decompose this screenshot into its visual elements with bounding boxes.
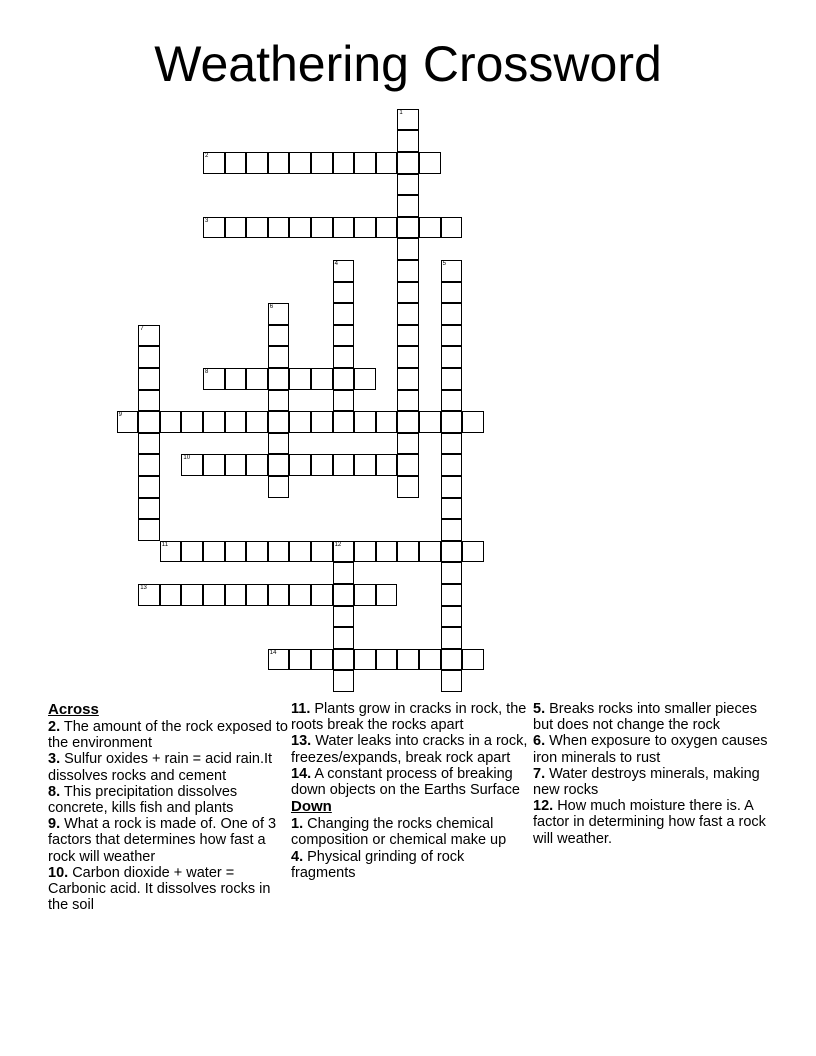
grid-cell[interactable] <box>333 282 355 304</box>
clue-number: 7. <box>533 765 546 782</box>
grid-cell[interactable] <box>397 476 419 498</box>
grid-cell[interactable] <box>354 368 376 390</box>
grid-cell[interactable] <box>397 454 419 476</box>
grid-cell[interactable] <box>225 152 247 174</box>
clue-number: 12. <box>533 798 554 815</box>
grid-cell[interactable] <box>333 260 355 282</box>
cell-number: 5 <box>442 261 446 267</box>
grid-cell[interactable] <box>333 411 355 433</box>
grid-cell[interactable] <box>268 649 290 671</box>
grid-cell[interactable] <box>397 238 419 260</box>
grid-cell[interactable] <box>311 217 333 239</box>
clue-down-1 <box>291 816 531 848</box>
grid-cell[interactable] <box>225 368 247 390</box>
grid-cell[interactable] <box>397 433 419 455</box>
grid-cell[interactable] <box>311 368 333 390</box>
grid-cell[interactable] <box>333 541 355 563</box>
cell-number: 4 <box>334 261 338 267</box>
clue-down-5 <box>533 701 773 733</box>
grid-cell[interactable] <box>225 217 247 239</box>
grid-cell[interactable] <box>397 282 419 304</box>
grid-cell[interactable] <box>117 411 139 433</box>
grid-cell[interactable] <box>441 562 463 584</box>
grid-cell[interactable] <box>397 260 419 282</box>
grid-cell[interactable] <box>225 454 247 476</box>
grid-cell[interactable] <box>268 411 290 433</box>
grid-cell[interactable] <box>354 649 376 671</box>
grid-cell[interactable] <box>441 584 463 606</box>
grid-cell[interactable] <box>441 390 463 412</box>
grid-cell[interactable] <box>419 217 441 239</box>
clue-number: 5. <box>533 701 546 717</box>
clue-text: This precipitation dissolves concrete, kills fish and plants <box>48 783 238 817</box>
clue-down-4 <box>291 849 531 881</box>
clue-text: What a rock is made of. One of 3 factors that determines how fast a rock will weather <box>48 816 277 865</box>
clue-number: 6. <box>533 733 546 750</box>
grid-cell[interactable] <box>441 476 463 498</box>
cell-number: 8 <box>205 369 209 375</box>
grid-cell[interactable] <box>289 152 311 174</box>
clue-number: 1. <box>291 816 304 833</box>
grid-cell[interactable] <box>138 325 160 347</box>
grid-cell[interactable] <box>246 584 268 606</box>
cell-number: 11 <box>161 541 169 548</box>
grid-cell[interactable] <box>203 368 225 390</box>
grid-cell[interactable] <box>203 217 225 239</box>
grid-cell[interactable] <box>441 649 463 671</box>
grid-cell[interactable] <box>397 217 419 239</box>
grid-cell[interactable] <box>268 346 290 368</box>
grid-cell[interactable] <box>376 584 398 606</box>
clue-down-6 <box>533 733 773 765</box>
grid-cell[interactable] <box>138 411 160 433</box>
grid-cell[interactable] <box>419 541 441 563</box>
grid-cell[interactable] <box>441 670 463 692</box>
page-title: Weathering Crossword <box>154 36 662 92</box>
grid-cell[interactable] <box>333 584 355 606</box>
clue-down-7 <box>533 766 773 798</box>
grid-cell[interactable] <box>441 260 463 282</box>
clue-across-8 <box>48 784 288 816</box>
clue-text: Physical grinding of rock fragments <box>291 848 465 881</box>
cell-number: 13 <box>140 585 147 591</box>
grid-cell[interactable] <box>203 152 225 174</box>
grid-cell[interactable] <box>311 584 333 606</box>
grid-cell[interactable] <box>268 454 290 476</box>
clue-text: Water destroys minerals, making new rocks <box>533 765 760 799</box>
grid-cell[interactable] <box>311 649 333 671</box>
grid-cell[interactable] <box>203 541 225 563</box>
grid-cell[interactable] <box>397 325 419 347</box>
grid-cell[interactable] <box>203 454 225 476</box>
grid-cell[interactable] <box>397 368 419 390</box>
grid-cell[interactable] <box>354 152 376 174</box>
grid-cell[interactable] <box>397 346 419 368</box>
clue-text: Plants grow in cracks in rock, the roots break the rocks apart <box>291 701 527 734</box>
grid-cell[interactable] <box>462 649 484 671</box>
clue-across-2 <box>48 719 288 751</box>
grid-cell[interactable] <box>311 541 333 563</box>
grid-cell[interactable] <box>441 606 463 628</box>
grid-cell[interactable] <box>268 217 290 239</box>
grid-cell[interactable] <box>225 584 247 606</box>
grid-cell[interactable] <box>225 541 247 563</box>
grid-cell[interactable] <box>376 454 398 476</box>
grid-cell[interactable] <box>397 109 419 131</box>
grid-cell[interactable] <box>246 411 268 433</box>
clue-across-9 <box>48 816 288 865</box>
grid-cell[interactable] <box>441 454 463 476</box>
grid-cell[interactable] <box>181 541 203 563</box>
grid-cell[interactable] <box>246 217 268 239</box>
grid-cell[interactable] <box>441 411 463 433</box>
clue-down-12 <box>533 798 773 847</box>
grid-cell[interactable] <box>333 152 355 174</box>
clue-text: A constant process of breaking down objects on the Earths Surface <box>291 765 520 799</box>
grid-cell[interactable] <box>311 454 333 476</box>
grid-cell[interactable] <box>138 433 160 455</box>
clue-text: When exposure to oxygen causes iron minerals to rust <box>533 733 768 766</box>
grid-cell[interactable] <box>289 454 311 476</box>
grid-cell[interactable] <box>397 174 419 196</box>
grid-cell[interactable] <box>268 390 290 412</box>
grid-cell[interactable] <box>354 584 376 606</box>
middle-clues-column <box>291 701 531 881</box>
clue-number: 13. <box>291 733 312 750</box>
grid-cell[interactable] <box>333 346 355 368</box>
grid-cell[interactable] <box>289 217 311 239</box>
grid-cell[interactable] <box>138 519 160 541</box>
grid-cell[interactable] <box>354 541 376 563</box>
grid-cell[interactable] <box>333 368 355 390</box>
grid-cell[interactable] <box>181 411 203 433</box>
grid-cell[interactable] <box>333 606 355 628</box>
grid-cell[interactable] <box>441 346 463 368</box>
clue-across-13 <box>291 733 531 765</box>
grid-cell[interactable] <box>268 541 290 563</box>
grid-cell[interactable] <box>160 411 182 433</box>
grid-cell[interactable] <box>289 649 311 671</box>
grid-cell[interactable] <box>289 541 311 563</box>
grid-cell[interactable] <box>333 649 355 671</box>
grid-cell[interactable] <box>289 584 311 606</box>
grid-cell[interactable] <box>246 152 268 174</box>
grid-cell[interactable] <box>376 217 398 239</box>
grid-cell[interactable] <box>441 368 463 390</box>
clue-number: 2. <box>48 719 61 735</box>
clue-across-11 <box>291 701 531 733</box>
grid-cell[interactable] <box>441 541 463 563</box>
grid-cell[interactable] <box>138 454 160 476</box>
grid-cell[interactable] <box>441 282 463 304</box>
grid-cell[interactable] <box>397 195 419 217</box>
grid-cell[interactable] <box>311 411 333 433</box>
grid-cell[interactable] <box>397 411 419 433</box>
grid-cell[interactable] <box>333 562 355 584</box>
grid-cell[interactable] <box>333 303 355 325</box>
grid-cell[interactable] <box>376 649 398 671</box>
grid-cell[interactable] <box>441 627 463 649</box>
grid-cell[interactable] <box>268 152 290 174</box>
cell-number: 14 <box>269 649 277 656</box>
cell-number: 1 <box>399 109 403 116</box>
clue-across-14 <box>291 766 531 798</box>
down-clues-column <box>533 701 773 847</box>
grid-cell[interactable] <box>138 476 160 498</box>
cell-number: 10 <box>183 455 191 462</box>
across-clues-column <box>48 701 288 913</box>
grid-cell[interactable] <box>376 411 398 433</box>
grid-cell[interactable] <box>397 390 419 412</box>
grid-cell[interactable] <box>268 368 290 390</box>
grid-cell[interactable] <box>289 411 311 433</box>
clue-number: 3. <box>48 751 61 768</box>
grid-cell[interactable] <box>268 433 290 455</box>
clue-number: 10. <box>48 864 69 881</box>
grid-cell[interactable] <box>138 346 160 368</box>
grid-cell[interactable] <box>138 498 160 520</box>
clue-number: 14. <box>291 765 312 782</box>
grid-cell[interactable] <box>268 325 290 347</box>
down-heading: Down <box>291 798 332 816</box>
grid-cell[interactable] <box>397 303 419 325</box>
clue-text: The amount of the rock exposed to the environment <box>48 719 288 752</box>
grid-cell[interactable] <box>333 390 355 412</box>
grid-cell[interactable] <box>246 541 268 563</box>
grid-cell[interactable] <box>138 390 160 412</box>
clue-across-10 <box>48 865 288 914</box>
grid-cell[interactable] <box>138 584 160 606</box>
grid-cell[interactable] <box>397 130 419 152</box>
grid-cell[interactable] <box>419 152 441 174</box>
grid-cell[interactable] <box>333 627 355 649</box>
grid-cell[interactable] <box>268 584 290 606</box>
grid-cell[interactable] <box>333 454 355 476</box>
cell-number: 12 <box>334 541 342 548</box>
grid-cell[interactable] <box>462 541 484 563</box>
grid-cell[interactable] <box>441 433 463 455</box>
grid-cell[interactable] <box>441 217 463 239</box>
grid-cell[interactable] <box>203 584 225 606</box>
grid-cell[interactable] <box>441 498 463 520</box>
across-heading: Across <box>48 701 99 718</box>
grid-cell[interactable] <box>376 541 398 563</box>
grid-cell[interactable] <box>354 217 376 239</box>
clue-text: How much moisture there is. A factor in determining how fast a rock will weather. <box>533 798 766 847</box>
clue-text: Carbon dioxide + water = Carbonic acid. It dissolves rocks in the soil <box>48 864 271 914</box>
clue-text: Changing the rocks chemical composition or chemical make up <box>291 816 507 849</box>
clue-text: Breaks rocks into smaller pieces but does not change the rock <box>533 701 758 734</box>
grid-cell[interactable] <box>333 217 355 239</box>
grid-cell[interactable] <box>333 670 355 692</box>
grid-cell[interactable] <box>441 325 463 347</box>
cell-number: 7 <box>140 325 144 332</box>
grid-cell[interactable] <box>354 454 376 476</box>
grid-cell[interactable] <box>181 584 203 606</box>
grid-cell[interactable] <box>225 411 247 433</box>
grid-cell[interactable] <box>246 368 268 390</box>
grid-cell[interactable] <box>311 152 333 174</box>
grid-cell[interactable] <box>160 584 182 606</box>
grid-cell[interactable] <box>289 368 311 390</box>
cell-number: 3 <box>205 217 209 224</box>
grid-cell[interactable] <box>138 368 160 390</box>
grid-cell[interactable] <box>376 152 398 174</box>
clue-text: Water leaks into cracks in a rock, freezes/expands, break rock apart <box>291 733 528 766</box>
grid-cell[interactable] <box>268 476 290 498</box>
clue-text: Sulfur oxides + rain = acid rain.It dissolves rocks and cement <box>48 751 273 784</box>
grid-cell[interactable] <box>268 303 290 325</box>
cell-number: 9 <box>118 412 122 419</box>
grid-cell[interactable] <box>160 541 182 563</box>
grid-cell[interactable] <box>397 541 419 563</box>
grid-cell[interactable] <box>419 649 441 671</box>
clue-number: 9. <box>48 816 61 833</box>
grid-cell[interactable] <box>397 152 419 174</box>
grid-cell[interactable] <box>419 411 441 433</box>
grid-cell[interactable] <box>246 454 268 476</box>
cell-number: 6 <box>269 304 274 311</box>
clue-number: 8. <box>48 783 61 800</box>
grid-cell[interactable] <box>203 411 225 433</box>
clue-across-3 <box>48 751 288 783</box>
grid-cell[interactable] <box>441 303 463 325</box>
grid-cell[interactable] <box>354 411 376 433</box>
grid-cell[interactable] <box>441 519 463 541</box>
grid-cell[interactable] <box>462 411 484 433</box>
cell-number: 2 <box>205 153 209 159</box>
grid-cell[interactable] <box>181 454 203 476</box>
grid-cell[interactable] <box>397 649 419 671</box>
clue-number: 4. <box>291 848 304 865</box>
grid-cell[interactable] <box>333 325 355 347</box>
clue-number: 11. <box>291 701 311 717</box>
